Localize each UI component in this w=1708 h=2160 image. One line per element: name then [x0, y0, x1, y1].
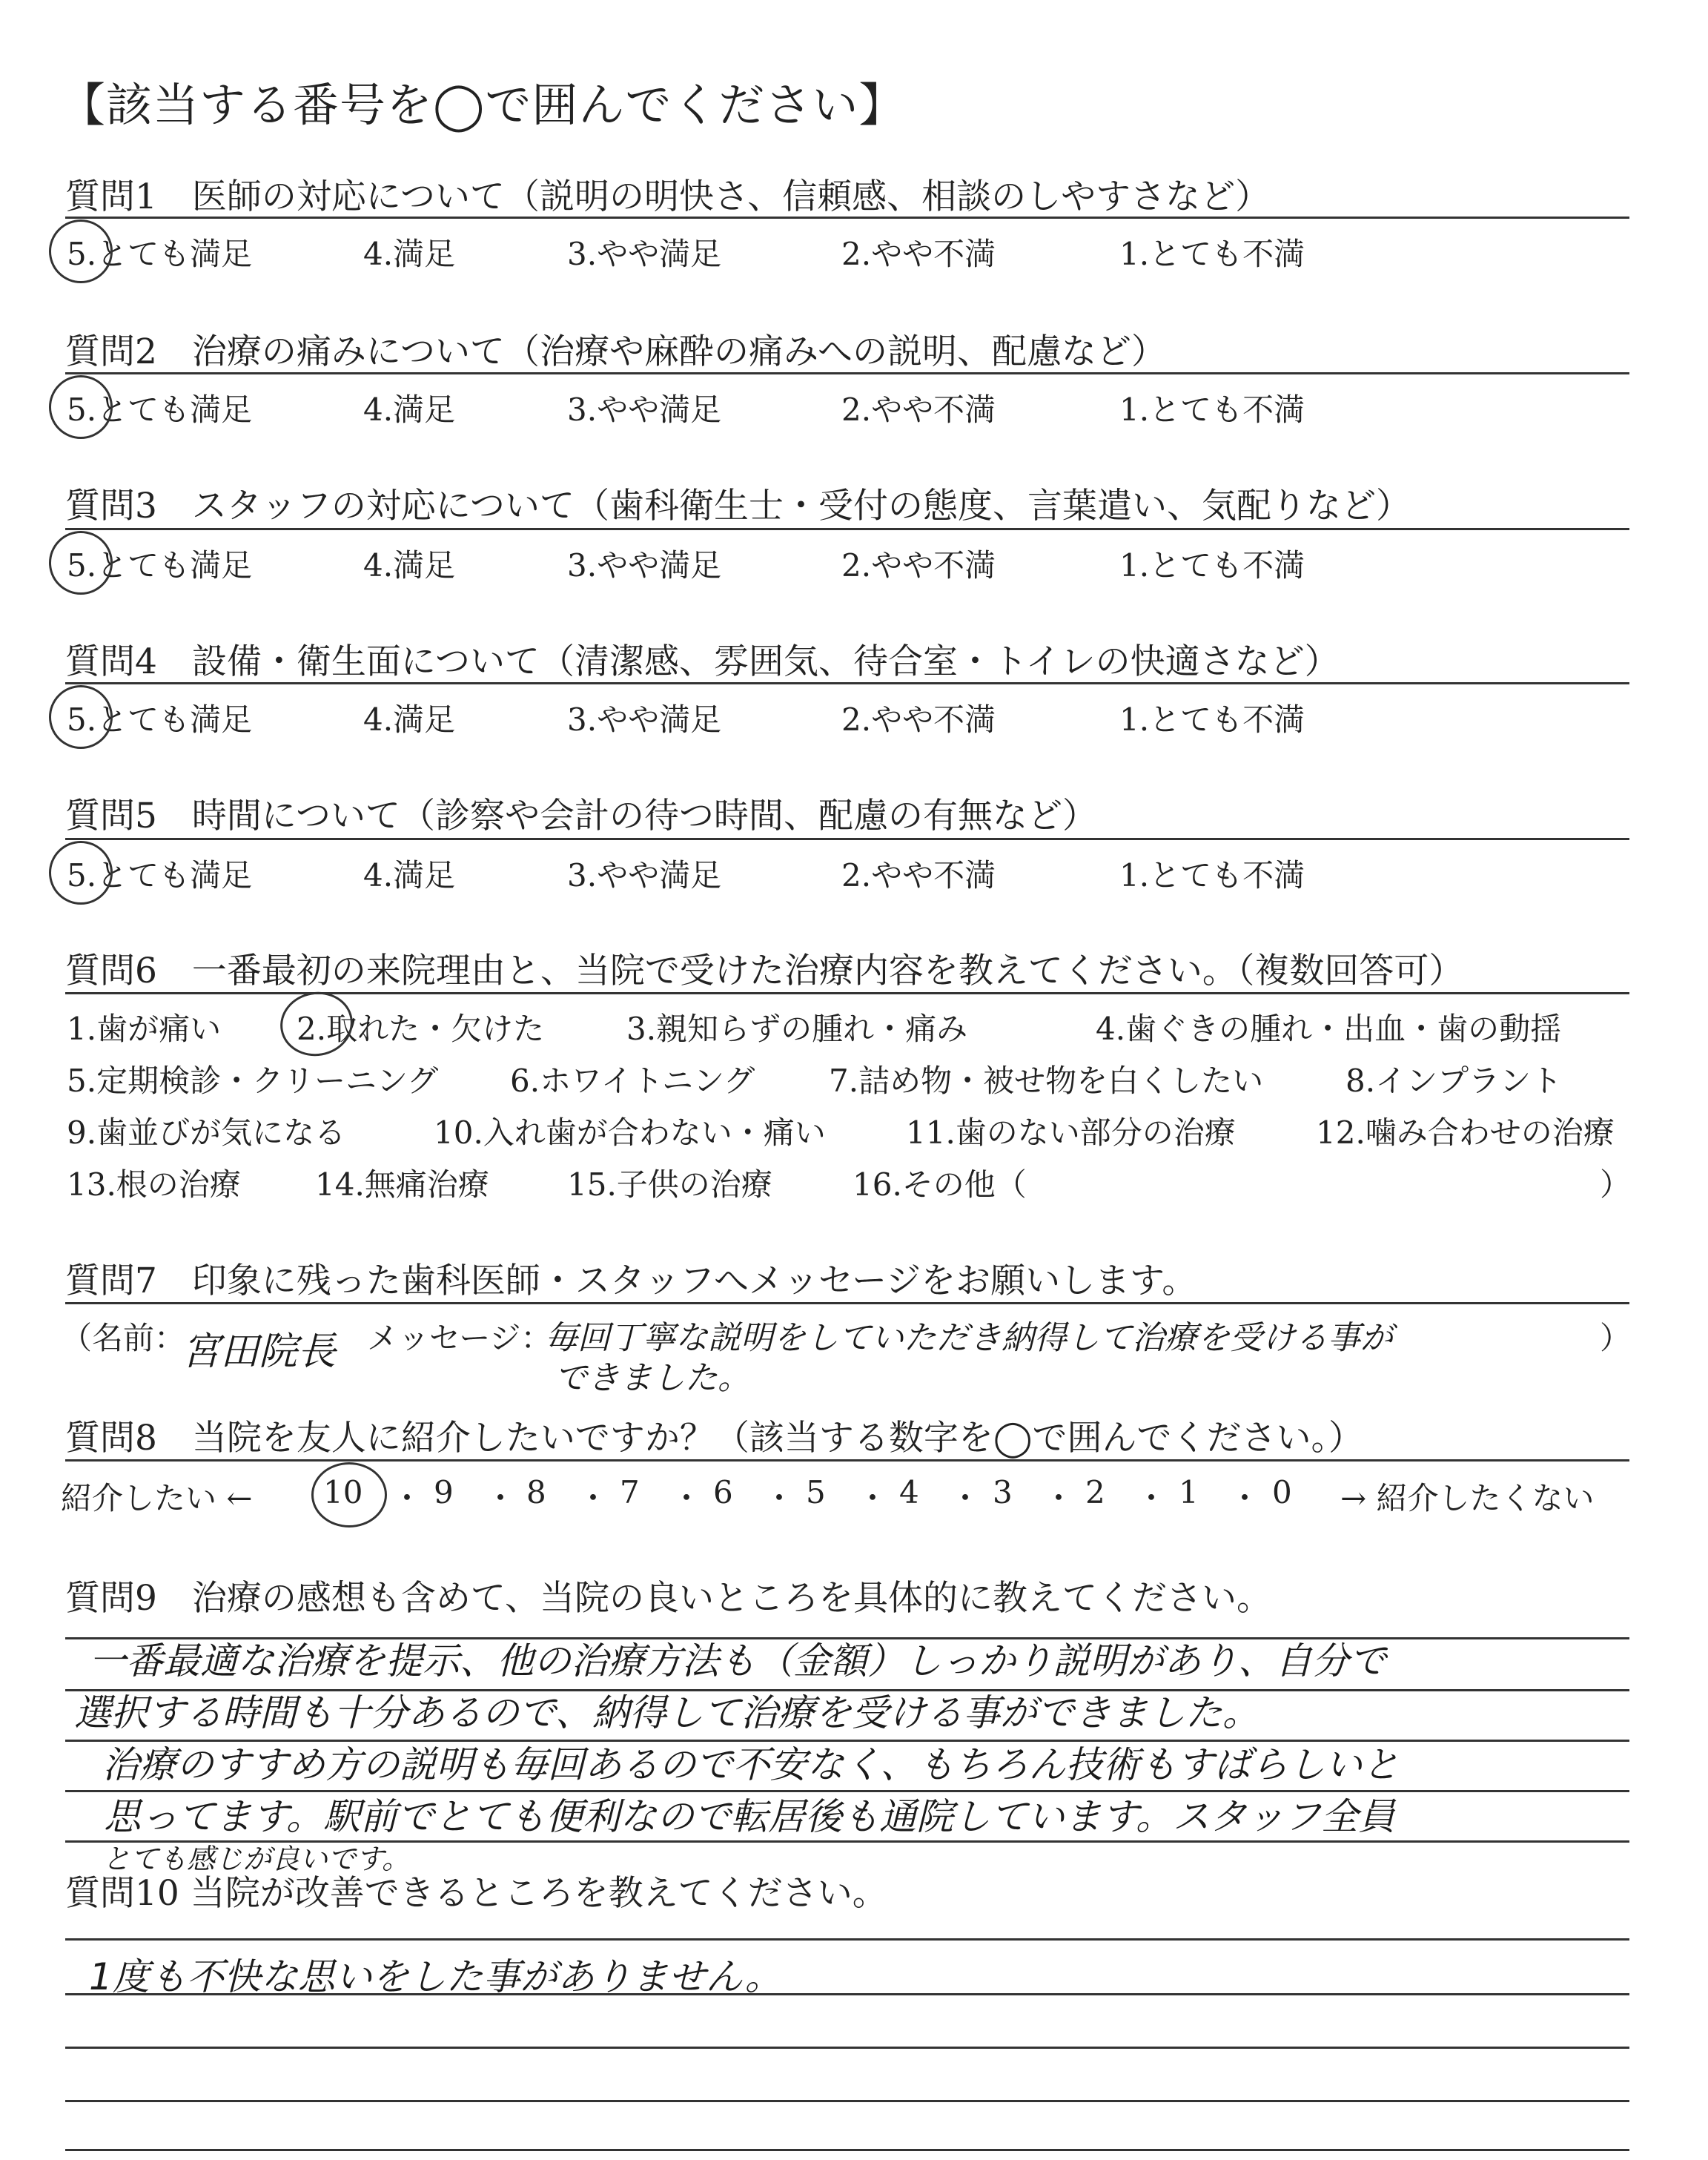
option-4[interactable]: 4.満足: [363, 392, 456, 428]
question-title: 質問1 医師の対応について（説明の明快さ、信頼感、相談のしやすさなど）: [65, 176, 1271, 217]
reason-option[interactable]: 10.入れ歯が合わない・痛い: [434, 1114, 826, 1151]
scale-8[interactable]: 8: [526, 1474, 546, 1510]
option-4[interactable]: 4.満足: [363, 547, 456, 584]
reason-option[interactable]: 2.取れた・欠けた: [297, 1011, 545, 1047]
scale-separator: ・: [950, 1480, 982, 1516]
selection-circle: [49, 685, 113, 749]
scale-2[interactable]: 2: [1085, 1474, 1105, 1510]
writing-line: [65, 2100, 1629, 2102]
divider-line: [65, 372, 1629, 374]
reason-option[interactable]: 16.その他（: [853, 1166, 1027, 1203]
message-line-1[interactable]: 毎回丁寧な説明をしていただき納得して治療を受ける事が: [545, 1319, 1393, 1357]
option-1[interactable]: 1.とても不満: [1119, 701, 1305, 738]
scale-separator: ・: [857, 1480, 889, 1516]
option-3[interactable]: 3.やや満足: [567, 547, 722, 584]
question-title: 質問2 治療の痛みについて（治療や麻酔の痛みへの説明、配慮など）: [65, 331, 1167, 372]
option-2[interactable]: 2.やや不満: [841, 392, 996, 428]
selection-circle: [49, 531, 113, 595]
option-4[interactable]: 4.満足: [363, 701, 456, 738]
instruction-heading: 【該当する番号を◯で囲んでください】: [59, 78, 906, 132]
reason-option[interactable]: 4.歯ぐきの腫れ・出血・歯の動揺: [1096, 1011, 1562, 1047]
selection-circle: [49, 841, 113, 905]
writing-line: [65, 2047, 1629, 2049]
selection-circle: [49, 375, 113, 439]
question-title: 質問6 一番最初の来院理由と、当院で受けた治療内容を教えてください。（複数回答可）: [65, 951, 1464, 991]
reason-option[interactable]: 13.根の治療: [67, 1166, 241, 1203]
scale-10[interactable]: 10: [323, 1474, 363, 1510]
scale-separator: ・: [671, 1480, 703, 1516]
option-3[interactable]: 3.やや満足: [567, 701, 722, 738]
divider-line: [65, 1459, 1629, 1462]
scale-separator: ・: [1136, 1480, 1168, 1516]
option-1[interactable]: 1.とても不満: [1119, 547, 1305, 584]
scale-separator: ・: [764, 1480, 795, 1516]
divider-line: [65, 838, 1629, 840]
scale-0[interactable]: 0: [1272, 1474, 1292, 1510]
selection-circle: [311, 1462, 387, 1527]
option-1[interactable]: 1.とても不満: [1119, 392, 1305, 428]
option-3[interactable]: 3.やや満足: [567, 857, 722, 894]
answer-line-5[interactable]: とても感じが良いです。: [102, 1843, 410, 1875]
message-close-paren: ）: [1600, 1320, 1632, 1356]
divider-line: [65, 217, 1629, 219]
message-line-2[interactable]: できました。: [555, 1359, 750, 1397]
scale-separator: ・: [1229, 1480, 1261, 1516]
writing-line: [65, 2149, 1629, 2151]
answer-line-1[interactable]: 一番最適な治療を提示、他の治療方法も（金額）しっかり説明があり、自分で: [89, 1639, 1386, 1682]
answer-line-2[interactable]: 選択する時間も十分あるので、納得して治療を受ける事ができました。: [74, 1691, 1260, 1734]
reason-option[interactable]: 15.子供の治療: [567, 1166, 772, 1203]
scale-9[interactable]: 9: [434, 1474, 454, 1510]
reason-option[interactable]: 6.ホワイトニング: [510, 1063, 755, 1099]
reason-option[interactable]: 14.無痛治療: [315, 1166, 489, 1203]
other-close-paren: ）: [1600, 1166, 1632, 1203]
scale-1[interactable]: 1: [1179, 1474, 1199, 1510]
recommend-left-label: 紹介したい ←: [61, 1480, 253, 1516]
divider-line: [65, 682, 1629, 684]
name-value[interactable]: 宮田院長: [182, 1330, 337, 1374]
option-5[interactable]: 5.とても満足: [67, 857, 253, 894]
scale-separator: ・: [577, 1480, 609, 1516]
option-3[interactable]: 3.やや満足: [567, 236, 722, 272]
reason-option[interactable]: 5.定期検診・クリーニング: [67, 1063, 439, 1099]
option-4[interactable]: 4.満足: [363, 236, 456, 272]
answer-line-4[interactable]: 思ってます。駅前でとても便利なので転居後も通院しています。スタッフ全員: [104, 1795, 1395, 1838]
divider-line: [65, 992, 1629, 994]
option-5[interactable]: 5.とても満足: [67, 236, 253, 272]
question-title: 質問9 治療の感想も含めて、当院の良いところを具体的に教えてください。: [65, 1578, 1271, 1619]
option-1[interactable]: 1.とても不満: [1119, 236, 1305, 272]
question-title: 質問10 当院が改善できるところを教えてください。: [65, 1873, 887, 1914]
scale-7[interactable]: 7: [620, 1474, 640, 1510]
option-5[interactable]: 5.とても満足: [67, 701, 253, 738]
scale-separator: ・: [485, 1480, 517, 1516]
reason-option[interactable]: 9.歯並びが気になる: [67, 1114, 346, 1151]
scale-4[interactable]: 4: [899, 1474, 919, 1510]
scale-3[interactable]: 3: [993, 1474, 1013, 1510]
reason-option[interactable]: 7.詰め物・被せ物を白くしたい: [829, 1063, 1264, 1099]
writing-line: [65, 1938, 1629, 1941]
selection-circle: [49, 219, 113, 283]
question-title: 質問7 印象に残った歯科医師・スタッフへメッセージをお願いします。: [65, 1261, 1197, 1301]
scale-separator: ・: [1043, 1480, 1075, 1516]
option-4[interactable]: 4.満足: [363, 857, 456, 894]
recommend-right-label: → 紹介したくない: [1340, 1480, 1595, 1516]
message-label: メッセージ：: [367, 1320, 552, 1356]
scale-separator: ・: [391, 1480, 423, 1516]
option-3[interactable]: 3.やや満足: [567, 392, 722, 428]
option-5[interactable]: 5.とても満足: [67, 547, 253, 584]
reason-option[interactable]: 12.噛み合わせの治療: [1316, 1114, 1615, 1151]
reason-option[interactable]: 3.親知らずの腫れ・痛み: [626, 1011, 968, 1047]
option-1[interactable]: 1.とても不満: [1119, 857, 1305, 894]
question-title: 質問4 設備・衛生面について（清潔感、雰囲気、待合室・トイレの快適さなど）: [65, 641, 1340, 682]
option-5[interactable]: 5.とても満足: [67, 392, 253, 428]
divider-line: [65, 1302, 1629, 1304]
reason-option[interactable]: 11.歯のない部分の治療: [906, 1114, 1236, 1151]
reason-option[interactable]: 1.歯が痛い: [67, 1011, 222, 1047]
option-2[interactable]: 2.やや不満: [841, 857, 996, 894]
option-2[interactable]: 2.やや不満: [841, 547, 996, 584]
scale-6[interactable]: 6: [713, 1474, 733, 1510]
question-title: 質問3 スタッフの対応について（歯科衛生士・受付の態度、言葉遣い、気配りなど）: [65, 486, 1411, 526]
name-label: （名前：: [61, 1320, 186, 1356]
question-title: 質問5 時間について（診察や会計の待つ時間、配慮の有無など）: [65, 796, 1097, 836]
option-2[interactable]: 2.やや不満: [841, 701, 996, 738]
answer-line-1[interactable]: 1度も不快な思いをした事がありません。: [89, 1955, 782, 1998]
divider-line: [65, 528, 1629, 530]
selection-circle: [275, 986, 357, 1062]
question-title: 質問8 当院を友人に紹介したいですか？（該当する数字を◯で囲んでください。）: [65, 1418, 1364, 1459]
scale-5[interactable]: 5: [806, 1474, 826, 1510]
answer-line-3[interactable]: 治療のすすめ方の説明も毎回あるので不安なく、もちろん技術もすばらしいと: [102, 1743, 1400, 1786]
reason-option[interactable]: 8.インプラント: [1345, 1063, 1563, 1099]
option-2[interactable]: 2.やや不満: [841, 236, 996, 272]
